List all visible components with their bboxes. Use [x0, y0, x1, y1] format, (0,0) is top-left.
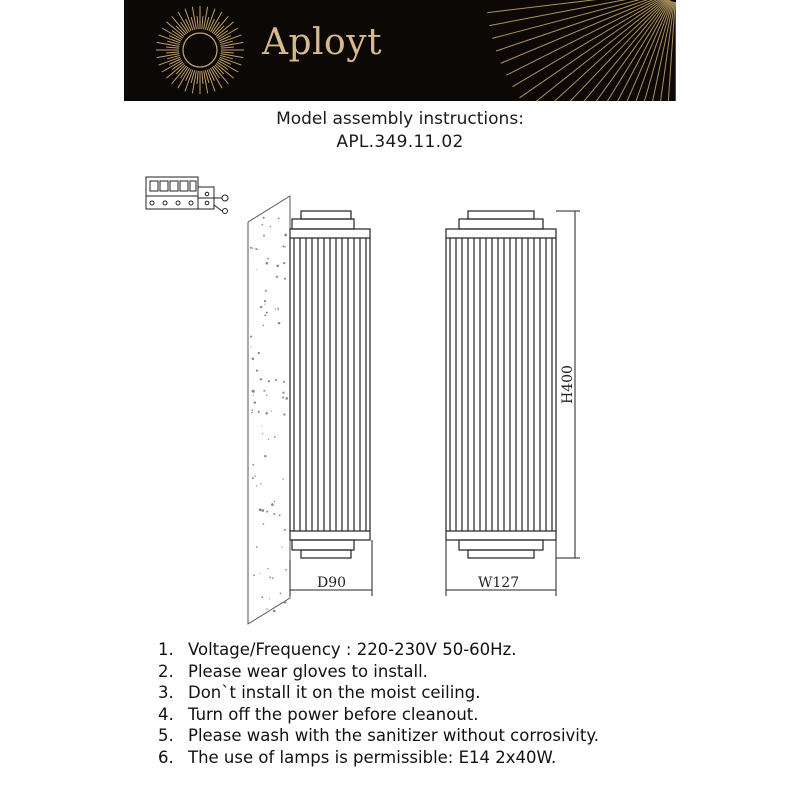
height-dimension-label: H400	[560, 365, 576, 404]
depth-dimension-label: D90	[317, 575, 347, 591]
instruction-item: 3. Don`t install it on the moist ceiling.	[158, 683, 481, 703]
document-title: Model assembly instructions:	[276, 109, 524, 129]
lamp-side-view	[290, 211, 370, 558]
lamp-front-view	[446, 211, 556, 558]
instruction-item: 5. Please wash with the sanitizer without corrosivity.	[158, 726, 600, 746]
instruction-item: 1. Voltage/Frequency : 220-230V 50-60Hz.	[158, 640, 517, 659]
wall-section	[248, 196, 290, 624]
instruction-item: 2. Please wear gloves to install.	[158, 661, 428, 681]
instruction-list	[158, 639, 599, 769]
wiring-diagram-icon	[146, 177, 228, 214]
model-number: APL.349.11.02	[336, 132, 464, 152]
instruction-item: 4. Turn off the power before cleanout.	[158, 704, 479, 724]
instruction-item: 6. The use of lamps is permissible: E14 2x40W.	[158, 747, 557, 767]
brand-logo-text: Aployt	[262, 22, 383, 63]
width-dimension-label: W127	[478, 575, 520, 591]
